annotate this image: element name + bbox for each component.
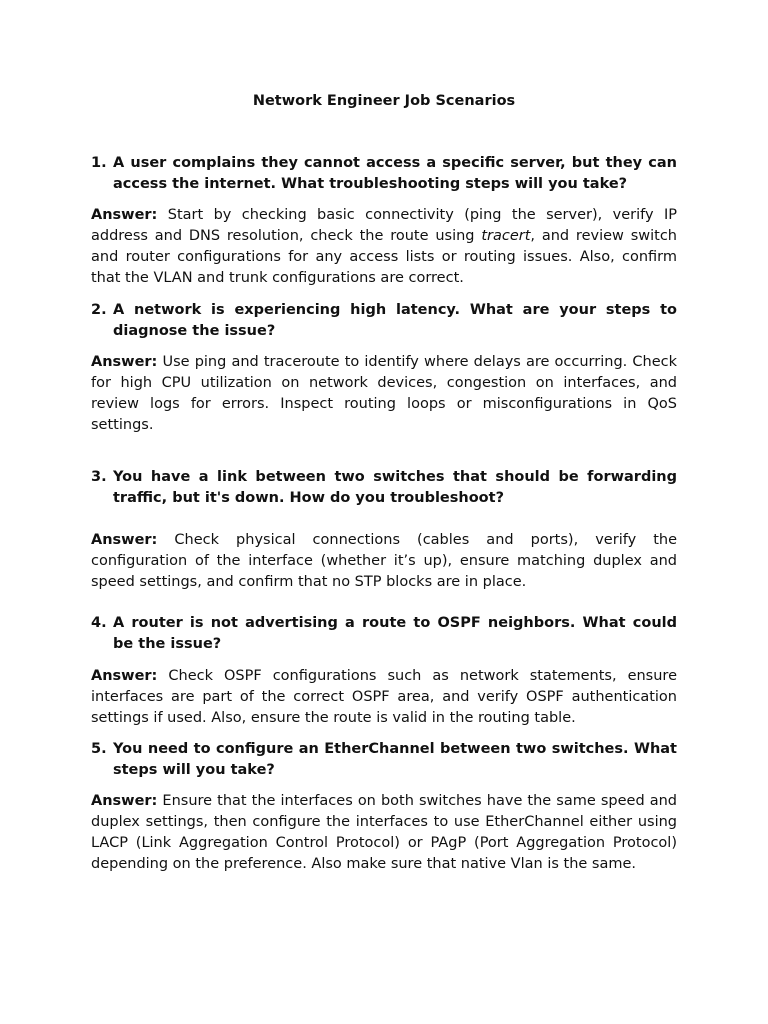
question-number: 1. bbox=[91, 155, 107, 171]
question-text: A router is not advertising a route to OSPF neighbors. What could be the issue? bbox=[113, 615, 677, 652]
question-text: A network is experiencing high latency. What are your steps to diagnose the issue? bbox=[113, 302, 677, 339]
question-number: 3. bbox=[91, 469, 107, 485]
question-text: You have a link between two switches that should be forwarding traffic, but it's down. How do you troubleshoot? bbox=[113, 469, 677, 506]
question-5 bbox=[91, 739, 677, 781]
question-2 bbox=[91, 300, 677, 342]
answer-4 bbox=[91, 666, 677, 729]
question-text: You need to configure an EtherChannel between two switches. What steps will you take? bbox=[113, 741, 677, 778]
answer-1 bbox=[91, 205, 677, 289]
document-title: Network Engineer Job Scenarios bbox=[252, 93, 516, 109]
question-4 bbox=[91, 613, 677, 655]
answer-text: , and review switch and router configurations for any access lists or routing issues. Also, confirm that the VLAN and trunk configurations are correct. bbox=[91, 228, 677, 286]
question-3 bbox=[91, 467, 677, 509]
answer-command-text: tracert bbox=[481, 228, 531, 244]
answer-2 bbox=[91, 352, 677, 436]
question-number: 2. bbox=[91, 302, 107, 318]
question-number: 5. bbox=[91, 741, 107, 757]
question-number: 4. bbox=[91, 615, 107, 631]
answer-label: Answer: bbox=[91, 354, 158, 370]
answer-text: Use ping and traceroute to identify where delays are occurring. Check for high CPU utilization on network devices, congestion on interfaces, and review logs for errors. Inspect routing loops or misconfigurations in QoS settings. bbox=[91, 354, 677, 433]
answer-label: Answer: bbox=[91, 793, 158, 809]
answer-label: Answer: bbox=[91, 668, 158, 684]
answer-label: Answer: bbox=[91, 207, 158, 223]
answer-text: Check physical connections (cables and ports), verify the configuration of the interface (whether it’s up), ensure matching duplex and speed settings, and confirm that no STP blocks are in place. bbox=[91, 532, 677, 590]
question-1 bbox=[91, 153, 677, 195]
question-text: A user complains they cannot access a specific server, but they can access the internet. What troubleshooting steps will you take? bbox=[113, 155, 677, 192]
answer-text: Check OSPF configurations such as network statements, ensure interfaces are part of the correct OSPF area, and verify OSPF authentication settings if used. Also, ensure the route is valid in the routing table. bbox=[91, 668, 677, 726]
answer-5 bbox=[91, 791, 677, 875]
answer-3 bbox=[91, 530, 677, 593]
document-body bbox=[91, 153, 677, 875]
answer-text: Start by checking basic connectivity (ping the server), verify IP address and DNS resolution, check the route using bbox=[91, 207, 677, 244]
answer-label: Answer: bbox=[91, 532, 158, 548]
answer-text: Ensure that the interfaces on both switches have the same speed and duplex settings, then configure the interfaces to use EtherChannel either using LACP (Link Aggregation Control Protocol) or PAgP (Port Aggregation Protocol) depending on the preference. Also make sure that native Vlan is the same. bbox=[91, 793, 677, 872]
